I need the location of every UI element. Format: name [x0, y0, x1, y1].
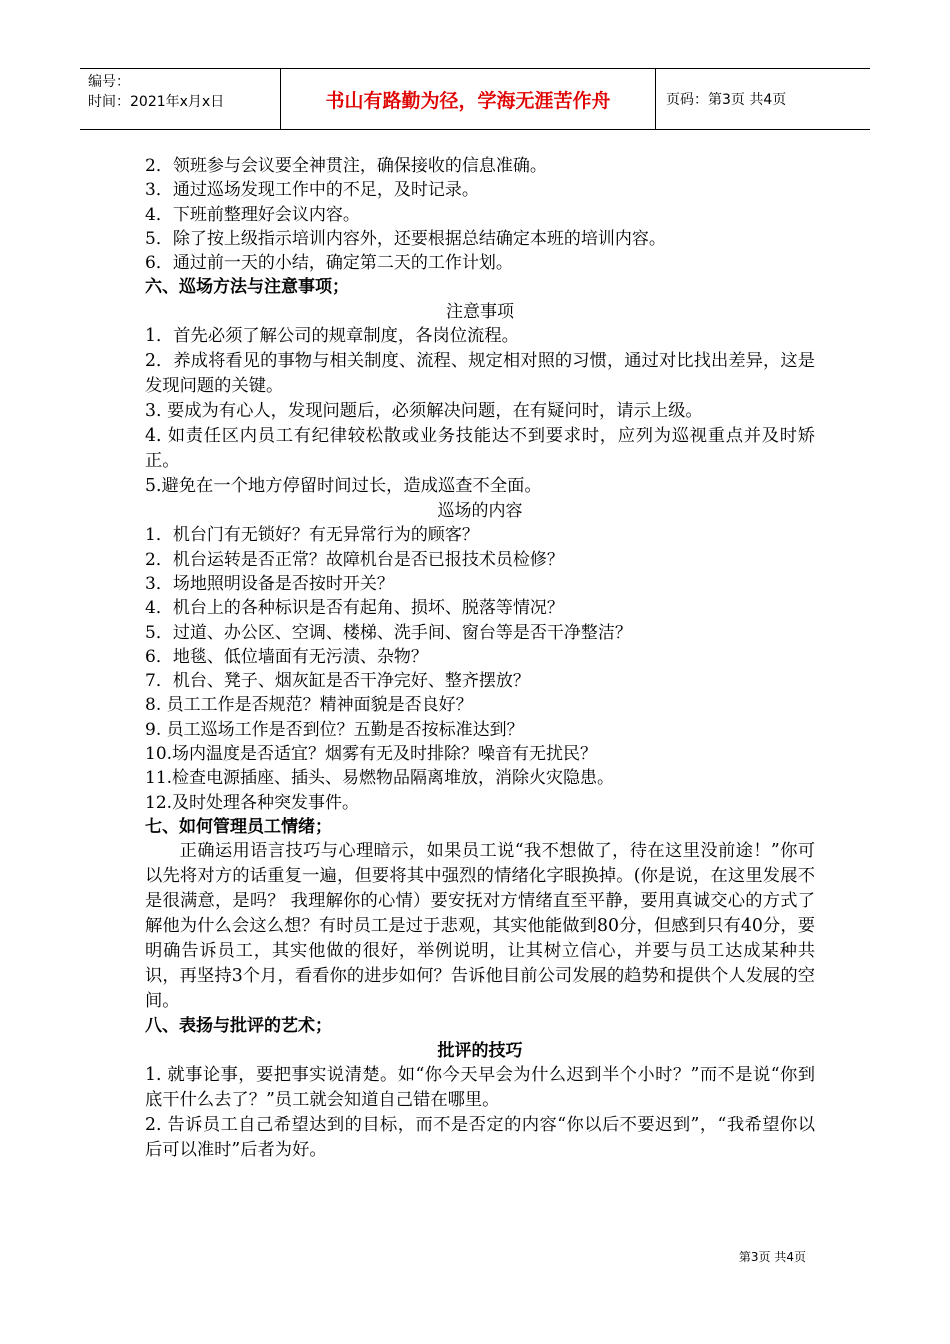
list-item: 3．通过巡场发现工作中的不足，及时记录。	[145, 180, 479, 201]
paragraph-emotions: 正确运用语言技巧与心理暗示，如果员工说“我不想做了，待在这里没前途！”你可以先将对方的话重复一遍，但要将其中强烈的情绪化字眼换掉。(你是说，在这里发展不是很满意，是吗？ 我理解你的心情）要安抚对方情绪直至平静，要用真诚交心的方式了解他为什么会这么想？有时员工是过于悲观，其实他能做到80分，但感到只有40分，要明确告诉员工，其实他做的很好，举例说明，让其树立信心，并要与员工达成某种共识，再坚持3个月，看看你的进步如何？告诉他目前公司发展的趋势和提供个人发展的空间。	[145, 841, 815, 1012]
list-item: 5.避免在一个地方停留时间过长，造成巡查不全面。	[145, 476, 542, 497]
list-item: 5．过道、办公区、空调、楼梯、洗手间、窗台等是否干净整洁？	[145, 622, 632, 643]
header-meta	[80, 69, 281, 129]
header-page-info: 页码：第3页 共4页	[666, 92, 787, 108]
list-item: 2. 告诉员工自己希望达到的目标，而不是否定的内容“你以后不要迟到”，“我希望你以后可以准时”后者为好。	[145, 1114, 815, 1160]
list-item: 12.及时处理各种突发事件。	[145, 792, 360, 813]
page-header	[80, 68, 870, 130]
header-motto: 书山有路勤为径，学海无涯苦作舟	[281, 69, 656, 129]
list-item: 9. 员工巡场工作是否到位？五勤是否按标准达到？	[145, 719, 524, 740]
section-heading-7: 七、如何管理员工情绪；	[145, 816, 332, 837]
list-item: 2．养成将看见的事物与相关制度、流程、规定相对照的习惯，通过对比找出差异，这是发现问题的关键。	[145, 351, 815, 397]
list-item: 11.检查电源插座、插头、易燃物品隔离堆放，消除火灾隐患。	[145, 768, 615, 789]
list-item: 2．领班参与会议要全神贯注，确保接收的信息准确。	[145, 156, 547, 176]
list-item: 4．下班前整理好会议内容。	[145, 204, 360, 225]
subheading-critique: 批评的技巧	[437, 1040, 523, 1061]
page-footer: 第3页 共4页	[738, 1250, 806, 1264]
section-heading-6: 六、巡场方法与注意事项；	[145, 277, 349, 298]
list-item: 4. 如责任区内员工有纪律较松散或业务技能达不到要求时，应列为巡视重点并及时矫正。	[145, 426, 815, 472]
list-item: 3．场地照明设备是否按时开关？	[145, 573, 394, 594]
document-number-label: 编号：	[88, 74, 130, 90]
list-item: 1．首先必须了解公司的规章制度，各岗位流程。	[145, 326, 519, 347]
subheading-notes: 注意事项	[446, 301, 514, 322]
list-item: 6．通过前一天的小结，确定第二天的工作计划。	[145, 253, 513, 274]
list-item: 4．机台上的各种标识是否有起角、损坏、脱落等情况？	[145, 598, 564, 619]
list-item: 1．机台门有无锁好？有无异常行为的顾客？	[145, 525, 479, 546]
section-heading-8: 八、表扬与批评的艺术；	[145, 1016, 332, 1037]
list-item: 5．除了按上级指示培训内容外，还要根据总结确定本班的培训内容。	[145, 228, 666, 249]
document-date: 时间：2021年x月x日	[88, 94, 225, 110]
list-item: 6．地毯、低位墙面有无污渍、杂物？	[145, 646, 428, 667]
subheading-patrol: 巡场的内容	[437, 501, 523, 522]
list-item: 2．机台运转是否正常？故障机台是否已报技术员检修？	[145, 549, 564, 570]
list-item: 8. 员工工作是否规范？精神面貌是否良好？	[145, 695, 473, 716]
document-body	[145, 154, 815, 1163]
list-item: 3. 要成为有心人，发现问题后，必须解决问题，在有疑问时，请示上级。	[145, 401, 703, 422]
list-item: 1. 就事论事，要把事实说清楚。如“你今天早会为什么迟到半个小时？”而不是说“你到底干什么去了？”员工就会知道自己错在哪里。	[145, 1064, 815, 1110]
list-item: 7．机台、凳子、烟灰缸是否干净完好、整齐摆放？	[145, 671, 530, 692]
list-item: 10.场内温度是否适宜？烟雾有无及时排除？噪音有无扰民？	[145, 744, 598, 765]
